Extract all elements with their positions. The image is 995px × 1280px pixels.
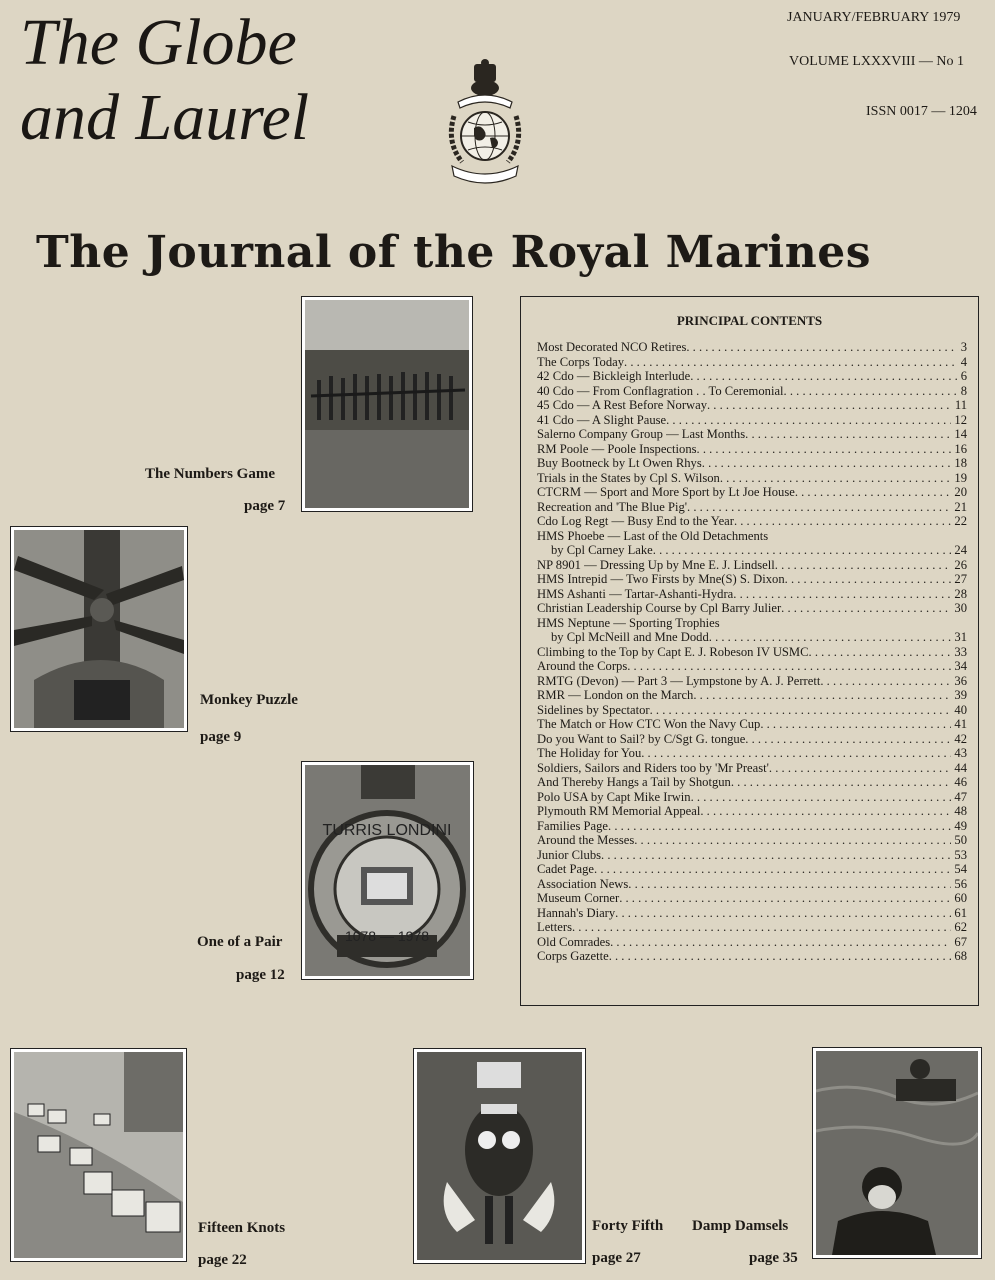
contents-item-title: HMS Neptune — Sporting Trophies: [537, 615, 720, 630]
contents-item-page: 21: [954, 499, 967, 514]
contents-leader-dots: [687, 500, 951, 515]
contents-item-page: 54: [954, 862, 967, 876]
photo-damp-damsels: [812, 1047, 982, 1259]
contents-item-title: Junior Clubs: [537, 847, 602, 862]
contents-item: [537, 543, 967, 558]
photo-monkey-puzzle: [10, 526, 188, 732]
contents-item: [537, 485, 967, 500]
contents-leader-dots: [634, 833, 951, 848]
contents-item: [537, 790, 967, 805]
contents-item: [537, 775, 967, 790]
contents-item-title: Museum Corner: [537, 891, 620, 905]
contents-leader-dots: [775, 558, 952, 573]
caption-forty-fifth: Forty Fifth: [592, 1218, 664, 1234]
contents-leader-dots: [666, 413, 951, 428]
contents-item: [537, 833, 967, 848]
contents-leader-dots: [809, 645, 952, 660]
contents-leader-dots: [709, 630, 952, 645]
contents-item: [537, 369, 967, 384]
contents-item-title: Recreation and 'The Blue Pig': [537, 499, 688, 514]
contents-item-page: 53: [954, 847, 967, 862]
contents-item-title: Trials in the States by Cpl S. Wilson: [537, 470, 720, 485]
contents-item-title: Soldiers, Sailors and Riders too by 'Mr Preast': [537, 760, 769, 775]
contents-item: [537, 703, 967, 718]
contents-item-page: 18: [954, 456, 967, 470]
contents-item-title: 40 Cdo — From Conflagration . . To Ceremonial: [537, 383, 784, 398]
page-forty-fifth: page 27: [592, 1250, 641, 1266]
contents-item: [537, 717, 967, 732]
contents-leader-dots: [731, 775, 952, 790]
contents-leader-dots: [624, 355, 958, 370]
contents-item-page: 56: [954, 876, 967, 891]
contents-item-page: 20: [954, 485, 967, 499]
contents-item: [537, 949, 967, 964]
contents-item-page: 49: [954, 818, 967, 833]
contents-item-title: HMS Intrepid — Two Firsts by Mne(S) S. Dixon: [537, 572, 785, 586]
contents-leader-dots: [690, 369, 958, 384]
contents-leader-dots: [691, 790, 952, 805]
contents-item: [537, 340, 967, 355]
contents-item-title: Buy Bootneck by Lt Owen Rhys: [537, 456, 702, 470]
contents-item: [537, 935, 967, 950]
contents-item-title: Corps Gazette: [537, 949, 609, 963]
contents-item-title: Families Page: [537, 818, 609, 833]
journal-title: The Journal of the Royal Marines: [36, 227, 872, 278]
contents-item: [537, 630, 967, 645]
contents-item-title: Climbing to the Top by Capt E. J. Robeson IV USMC: [537, 644, 809, 659]
photo-numbers-game: [301, 296, 473, 512]
page-one-of-a-pair: page 12: [236, 967, 285, 983]
caption-fifteen-knots: Fifteen Knots: [198, 1220, 286, 1236]
contents-item: [537, 355, 967, 370]
contents-item-title: by Cpl McNeill and Mne Dodd: [551, 630, 709, 644]
contents-item-title: Christian Leadership Course by Cpl Barry Julier: [537, 601, 782, 615]
contents-item-title: HMS Phoebe — Last of the Old Detachments: [537, 528, 769, 543]
page-numbers-game: page 7: [244, 498, 286, 514]
contents-leader-dots: [734, 514, 951, 529]
contents-item: [537, 862, 967, 877]
contents-item-title: Salerno Company Group — Last Months: [537, 427, 746, 441]
photo-fifteen-knots: [10, 1048, 187, 1262]
contents-item: [537, 413, 967, 428]
badge-top-text: TURRIS LONDINI: [322, 822, 452, 839]
contents-item-title: Do you Want to Sail? by C/Sgt G. tongue: [537, 731, 746, 746]
page-monkey-puzzle: page 9: [200, 729, 242, 745]
contents-item-page: 22: [954, 514, 967, 528]
masthead-line-1: The Globe: [20, 6, 297, 79]
contents-item-page: 30: [954, 601, 967, 615]
contents-item: [537, 688, 967, 703]
contents-item: [537, 471, 967, 486]
issue-issn: ISSN 0017 — 1204: [866, 104, 977, 119]
contents-leader-dots: [693, 688, 951, 703]
contents-item: [537, 572, 967, 587]
contents-item-page: 48: [954, 804, 967, 818]
contents-item-page: 44: [954, 760, 967, 775]
royal-marines-crest-icon: [432, 58, 538, 186]
contents-item: [537, 920, 967, 935]
contents-leader-dots: [594, 862, 951, 877]
contents-item-page: 16: [954, 441, 967, 456]
contents-leader-dots: [653, 543, 952, 558]
contents-item: [537, 761, 967, 776]
contents-item-page: 3: [960, 340, 967, 354]
contents-leader-dots: [785, 572, 952, 587]
page-damp-damsels: page 35: [749, 1250, 798, 1266]
contents-leader-dots: [572, 920, 951, 935]
contents-leader-dots: [609, 949, 952, 964]
masthead-line-2: and Laurel: [20, 81, 310, 154]
contents-item-page: 26: [954, 557, 967, 572]
contents-leader-dots: [686, 340, 957, 355]
contents-leader-dots: [628, 877, 951, 892]
contents-item-title: Plymouth RM Memorial Appeal: [537, 804, 701, 818]
photo-one-of-a-pair: [301, 761, 474, 980]
contents-leader-dots: [601, 848, 951, 863]
contents-item-page: 36: [954, 673, 967, 688]
contents-item-page: 43: [954, 746, 967, 760]
contents-item: [537, 732, 967, 747]
contents-leader-dots: [641, 746, 951, 761]
contents-item-title: CTCRM — Sport and More Sport by Lt Joe House: [537, 485, 795, 499]
contents-item-page: 41: [954, 717, 967, 731]
contents-item-title: 42 Cdo — Bickleigh Interlude: [537, 369, 691, 383]
contents-leader-dots: [720, 471, 952, 486]
principal-contents-box: [520, 296, 979, 1006]
contents-leader-dots: [697, 442, 952, 457]
contents-item-page: 24: [954, 543, 967, 557]
contents-leader-dots: [795, 485, 952, 500]
contents-leader-dots: [760, 717, 951, 732]
contents-leader-dots: [733, 587, 951, 602]
contents-item-title: Most Decorated NCO Retires: [537, 340, 687, 354]
page-fifteen-knots: page 22: [198, 1252, 247, 1268]
contents-leader-dots: [650, 703, 952, 718]
contents-item-title: 41 Cdo — A Slight Pause: [537, 412, 667, 427]
contents-item-title: The Match or How CTC Won the Navy Cup: [537, 717, 761, 731]
contents-item-title: Around the Corps: [537, 659, 628, 673]
contents-item-title: Around the Messes: [537, 833, 635, 847]
contents-item: [537, 456, 967, 471]
contents-leader-dots: [769, 761, 951, 776]
contents-item-title: And Thereby Hangs a Tail by Shotgun: [537, 775, 731, 789]
contents-item: [537, 384, 967, 399]
contents-item: [537, 659, 967, 674]
contents-item: [537, 558, 967, 573]
contents-item-title: NP 8901 — Dressing Up by Mne E. J. Lindsell: [537, 557, 775, 572]
contents-item: [537, 819, 967, 834]
contents-item-page: 47: [954, 789, 967, 804]
contents-leader-dots: [619, 891, 951, 906]
contents-leader-dots: [615, 906, 951, 921]
contents-list: [537, 340, 967, 964]
issue-volume: VOLUME LXXXVIII — No 1: [789, 54, 964, 69]
contents-item-title: RM Poole — Poole Inspections: [537, 441, 697, 456]
contents-item-page: 31: [954, 630, 967, 644]
contents-item-page: 67: [954, 934, 967, 949]
contents-item-title: Sidelines by Spectator: [537, 702, 650, 717]
contents-leader-dots: [745, 427, 951, 442]
contents-item: [537, 500, 967, 515]
contents-leader-dots: [784, 384, 958, 399]
contents-item-page: 11: [954, 398, 967, 412]
caption-one-of-a-pair: One of a Pair: [197, 934, 283, 950]
contents-item-page: 50: [954, 833, 967, 847]
contents-item-page: 39: [954, 688, 967, 702]
photo-forty-fifth: [413, 1048, 586, 1264]
contents-item: [537, 645, 967, 660]
contents-leader-dots: [627, 659, 951, 674]
contents-item-title: Association News: [537, 876, 629, 891]
contents-item-page: 12: [954, 412, 967, 427]
contents-item-page: 61: [954, 905, 967, 920]
contents-item-title: The Holiday for You: [537, 746, 642, 760]
contents-item: [537, 616, 967, 631]
contents-item: [537, 442, 967, 457]
contents-item-page: 68: [954, 949, 967, 963]
contents-item-title: HMS Ashanti — Tartar-Ashanti-Hydra: [537, 586, 734, 601]
contents-item-title: by Cpl Carney Lake: [551, 543, 653, 557]
contents-leader-dots: [608, 819, 951, 834]
contents-item: [537, 514, 967, 529]
contents-item-page: 4: [960, 354, 967, 369]
contents-item-page: 8: [960, 383, 967, 398]
contents-item: [537, 398, 967, 413]
contents-item: [537, 891, 967, 906]
badge-years-text: 1078 — 1978: [344, 928, 430, 944]
contents-item: [537, 906, 967, 921]
contents-item-page: 6: [960, 369, 967, 383]
contents-leader-dots: [610, 935, 951, 950]
contents-item: [537, 674, 967, 689]
contents-item-page: 46: [954, 775, 967, 789]
caption-numbers-game: The Numbers Game: [145, 466, 275, 482]
contents-item: [537, 427, 967, 442]
contents-item-title: Letters: [537, 920, 572, 934]
contents-item-page: 62: [954, 920, 967, 934]
contents-item-page: 28: [954, 586, 967, 601]
contents-title: PRINCIPAL CONTENTS: [676, 313, 823, 328]
contents-leader-dots: [702, 456, 952, 471]
contents-item-title: The Corps Today: [537, 354, 625, 369]
contents-item-title: Cadet Page: [537, 862, 595, 876]
contents-item-page: 40: [954, 702, 967, 717]
contents-item-title: 45 Cdo — A Rest Before Norway: [537, 398, 707, 412]
contents-leader-dots: [700, 804, 951, 819]
contents-item-title: RMR — London on the March: [537, 688, 694, 702]
contents-item-title: RMTG (Devon) — Part 3 — Lympstone by A. J. Perrett: [537, 673, 821, 688]
contents-item-page: 33: [954, 644, 967, 659]
contents-item: [537, 587, 967, 602]
contents-item-page: 14: [954, 427, 967, 441]
contents-item-page: 60: [954, 891, 967, 905]
contents-item-title: Cdo Log Regt — Busy End to the Year: [537, 514, 734, 528]
contents-item-page: 27: [954, 572, 967, 586]
contents-item-page: 42: [954, 731, 967, 746]
contents-leader-dots: [745, 732, 951, 747]
caption-monkey-puzzle: Monkey Puzzle: [200, 692, 298, 708]
contents-item: [537, 848, 967, 863]
caption-damp-damsels: Damp Damsels: [692, 1218, 789, 1234]
issue-date: JANUARY/FEBRUARY 1979: [787, 10, 961, 25]
contents-item: [537, 529, 967, 544]
contents-item-title: Hannah's Diary: [537, 905, 616, 920]
contents-item: [537, 746, 967, 761]
contents-leader-dots: [781, 601, 951, 616]
contents-item: [537, 877, 967, 892]
contents-item-title: Polo USA by Capt Mike Irwin: [537, 789, 691, 804]
contents-leader-dots: [707, 398, 952, 413]
contents-item-title: Old Comrades: [537, 934, 611, 949]
contents-item-page: 34: [954, 659, 967, 673]
contents-item: [537, 804, 967, 819]
contents-item-page: 19: [954, 470, 967, 485]
contents-leader-dots: [820, 674, 951, 689]
contents-item: [537, 601, 967, 616]
